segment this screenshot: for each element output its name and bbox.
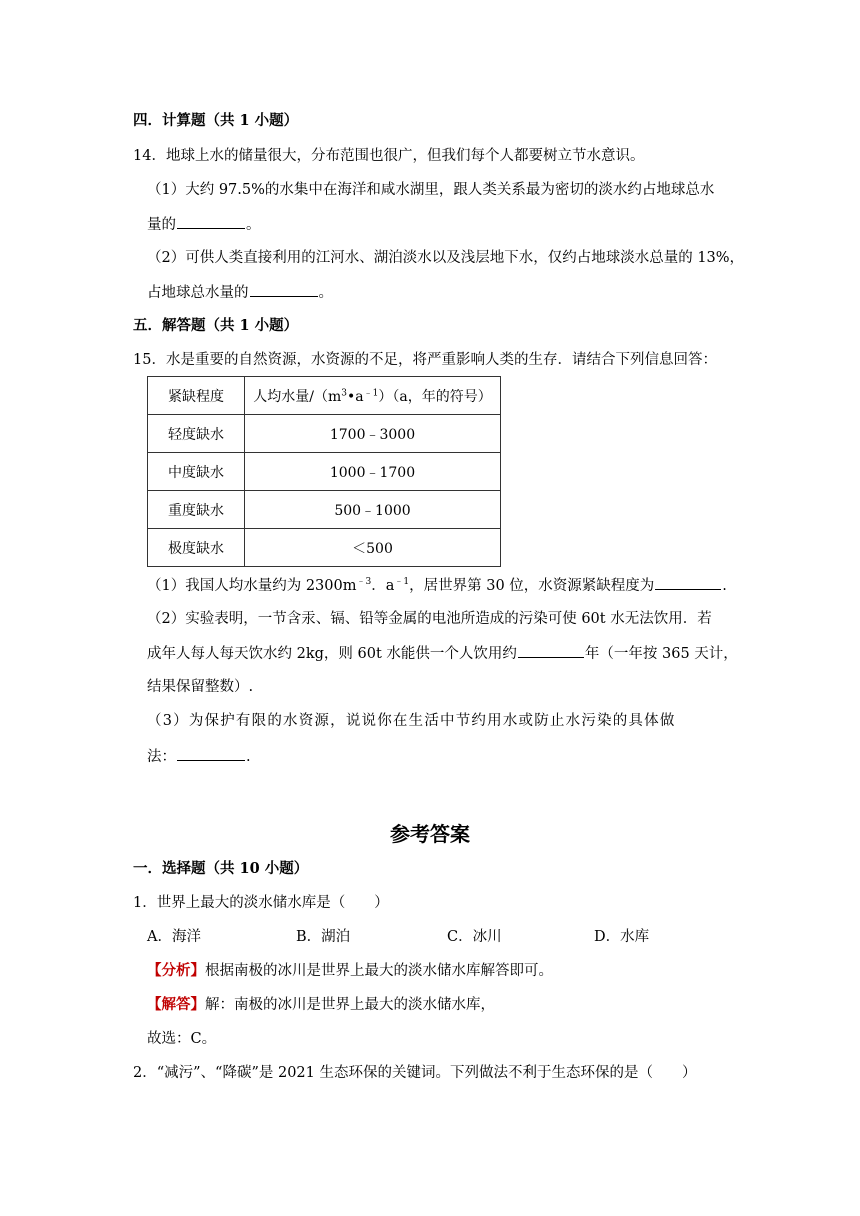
question-14-part1-line1: （1）大约 97.5%的水集中在海洋和咸水湖里，跟人类关系最为密切的淡水约占地球总水 bbox=[147, 182, 715, 198]
question-14-part2-line2 bbox=[147, 282, 333, 303]
table-header-amount bbox=[245, 377, 501, 415]
choice-line: 故选：C。 bbox=[147, 1031, 217, 1047]
punctuation: . bbox=[246, 749, 251, 765]
superscript: ﹣3 bbox=[356, 577, 372, 588]
answer-blank[interactable] bbox=[518, 643, 584, 658]
analysis-tag: 【分析】 bbox=[147, 962, 205, 979]
punctuation: 。 bbox=[318, 285, 333, 301]
analysis-text: 根据南极的冰川是世界上最大的淡水储水库解答即可。 bbox=[205, 963, 553, 979]
part1-text: （1）我国人均水量约为 2300m bbox=[147, 578, 357, 594]
table-row bbox=[148, 529, 501, 567]
answer-blank[interactable] bbox=[250, 282, 318, 297]
superscript: ﹣1 bbox=[394, 577, 410, 588]
table-cell-level: 中度缺水 bbox=[148, 453, 245, 491]
analysis-line bbox=[147, 961, 553, 981]
table-cell-level: 重度缺水 bbox=[148, 491, 245, 529]
section-heading-choice: 一．选择题（共 10 小题） bbox=[133, 860, 309, 877]
superscript: 3 bbox=[341, 387, 348, 398]
table-cell-level: 极度缺水 bbox=[148, 529, 245, 567]
question-1-stem: 1．世界上最大的淡水储水库是（ ） bbox=[133, 895, 389, 911]
answer-blank[interactable] bbox=[655, 575, 721, 590]
answers-title: 参考答案 bbox=[390, 822, 470, 846]
header-text: 人均水量/（m bbox=[253, 388, 342, 405]
question-14-part1-line2 bbox=[147, 214, 261, 235]
part1-text: ，居世界第 30 位，水资源紧缺程度为 bbox=[409, 578, 655, 594]
question-15-part2-line1: （2）实验表明，一节含汞、镉、铅等金属的电池所造成的污染可使 60t 水无法饮用．若 bbox=[147, 611, 712, 627]
superscript: ﹣1 bbox=[363, 387, 379, 398]
option-a: A．海洋 bbox=[147, 929, 201, 945]
option-b: B．湖泊 bbox=[296, 929, 351, 945]
table-row bbox=[148, 491, 501, 529]
table-cell-amount: 1000﹣1700 bbox=[245, 453, 501, 491]
part1-text: ．a bbox=[371, 578, 395, 594]
header-text: •a bbox=[347, 388, 364, 405]
table-row bbox=[148, 415, 501, 453]
question-15-part2-line2 bbox=[147, 643, 738, 664]
table-header-level: 紧缺程度 bbox=[148, 377, 245, 415]
header-text: ）（a，年的符号） bbox=[378, 388, 492, 405]
table-row bbox=[148, 453, 501, 491]
answer-blank[interactable] bbox=[177, 746, 245, 761]
water-scarcity-table bbox=[147, 376, 501, 567]
part2-text: 年（一年按 365 天计， bbox=[584, 646, 738, 662]
question-15-part3-line2 bbox=[147, 746, 251, 767]
question-2-stem: 2．“减污”、“降碳”是 2021 生态环保的关键词。下列做法不利于生态环保的是（ ） bbox=[133, 1065, 697, 1081]
section-heading-answer: 五．解答题（共 1 小题） bbox=[133, 317, 299, 334]
table-cell-amount: ＜500 bbox=[245, 529, 501, 567]
punctuation: 。 bbox=[246, 217, 261, 233]
table-header-row bbox=[148, 377, 501, 415]
option-c: C．冰川 bbox=[447, 929, 502, 945]
answer-blank[interactable] bbox=[177, 214, 245, 229]
table-cell-amount: 500﹣1000 bbox=[245, 491, 501, 529]
option-d: D．水库 bbox=[594, 929, 650, 945]
question-14-stem: 14．地球上水的储量很大，分布范围也很广，但我们每个人都要树立节水意识。 bbox=[133, 148, 645, 164]
solution-text: 解：南极的冰川是世界上最大的淡水储水库， bbox=[205, 997, 495, 1013]
punctuation: . bbox=[722, 578, 727, 594]
table-cell-amount: 1700﹣3000 bbox=[245, 415, 501, 453]
question-15-stem: 15．水是重要的自然资源，水资源的不足，将严重影响人类的生存．请结合下列信息回答： bbox=[133, 352, 717, 368]
solution-line bbox=[147, 995, 495, 1015]
question-15-part3-line1: （3）为保护有限的水资源，说说你在生活中节约用水或防止水污染的具体做 bbox=[147, 713, 676, 729]
part2-text: 成年人每人每天饮水约 2kg，则 60t 水能供一个人饮用约 bbox=[147, 646, 517, 662]
section-heading-calc: 四．计算题（共 1 小题） bbox=[133, 112, 299, 129]
question-15-part2-line3: 结果保留整数）. bbox=[147, 679, 254, 695]
question-14-part1-text: 量的 bbox=[147, 217, 176, 233]
question-14-part2-line1: （2）可供人类直接利用的江河水、湖泊淡水以及浅层地下水，仅约占地球淡水总量的 13%， bbox=[147, 250, 745, 266]
question-15-part1 bbox=[147, 575, 727, 596]
question-14-part2-text: 占地球总水量的 bbox=[147, 285, 249, 301]
solution-tag: 【解答】 bbox=[147, 996, 205, 1013]
table-cell-level: 轻度缺水 bbox=[148, 415, 245, 453]
part3-text: 法： bbox=[147, 749, 176, 765]
